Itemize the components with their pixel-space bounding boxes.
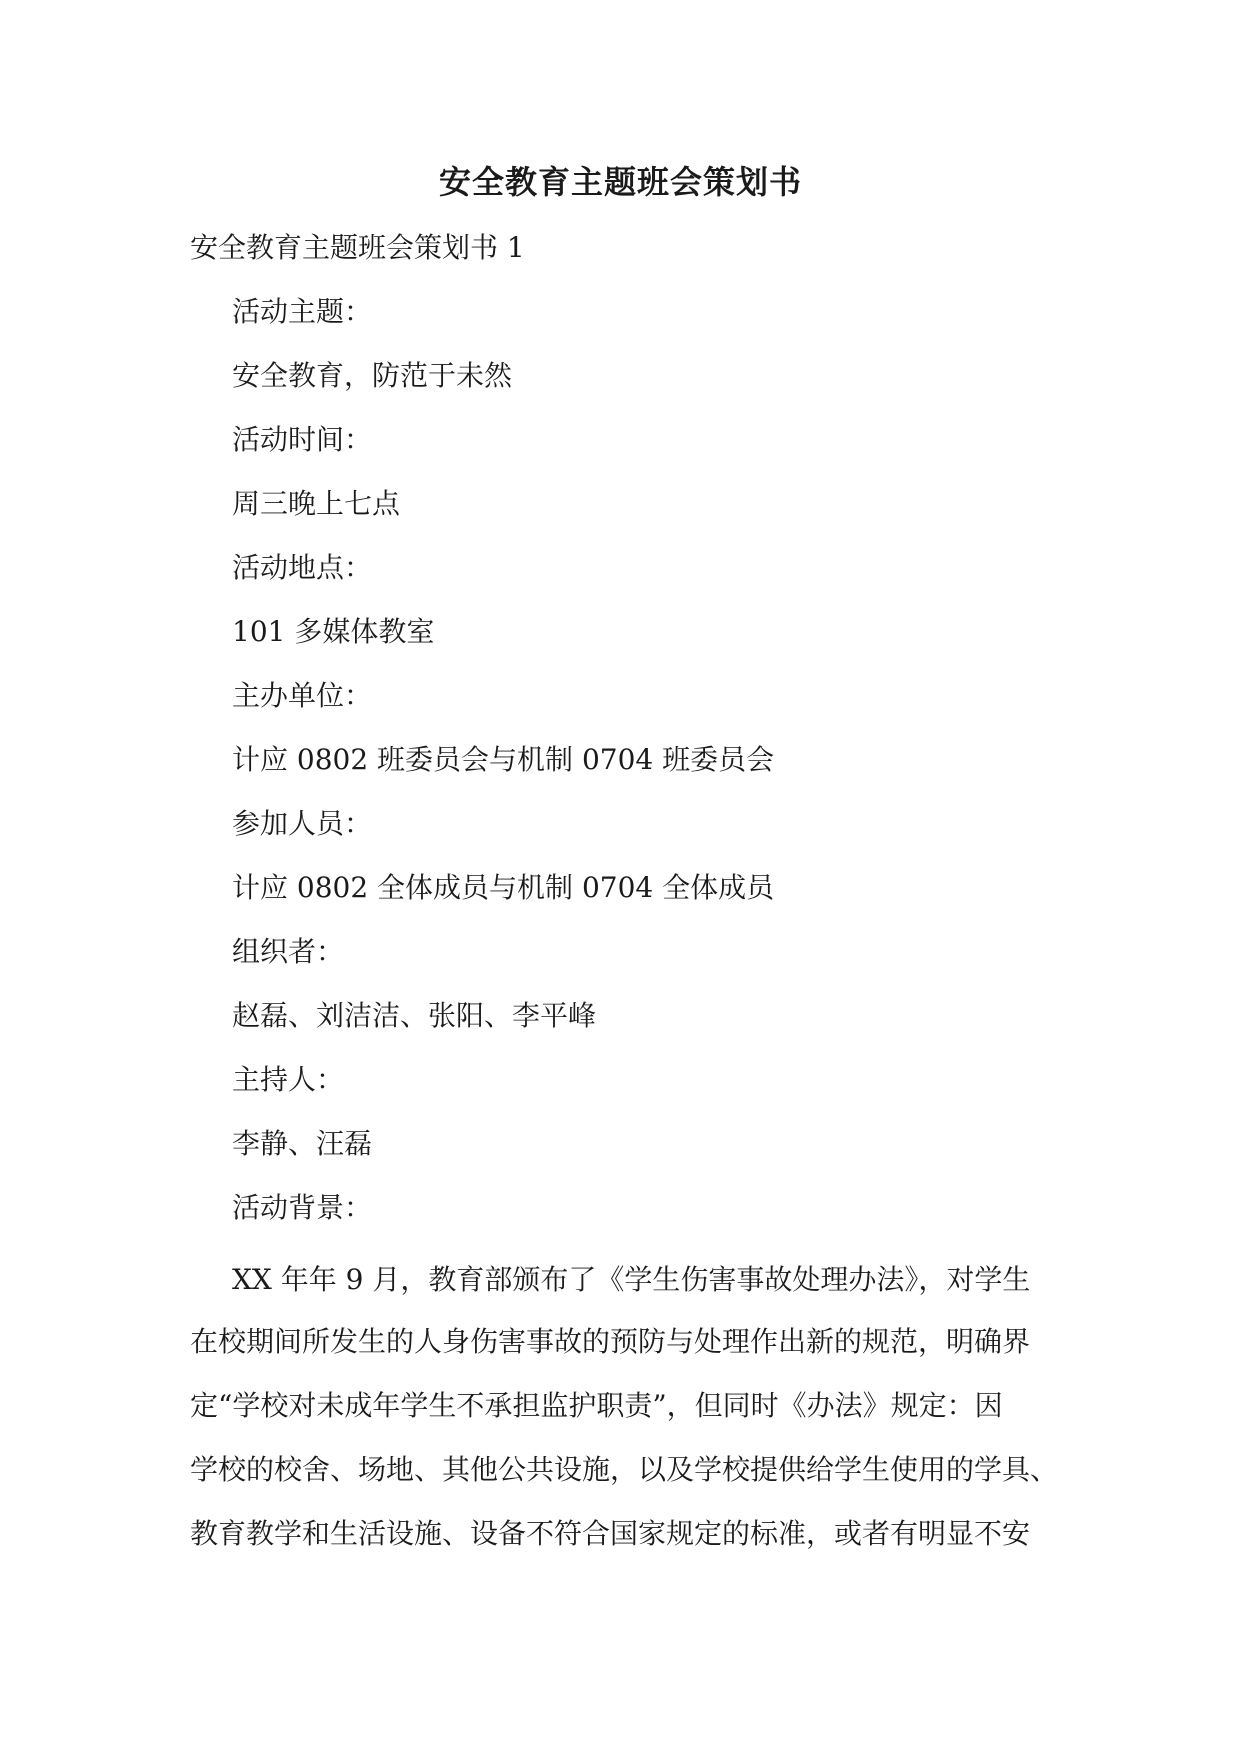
background-paragraph-line: 定“学校对未成年学生不承担监护职责”，但同时《办法》规定：因 — [190, 1389, 1003, 1422]
field-value-organizers: 赵磊、刘洁洁、张阳、李平峰 — [232, 999, 597, 1032]
background-paragraph-line: XX 年年 9 月，教育部颁布了《学生伤害事故处理办法》，对学生 — [232, 1263, 1031, 1296]
field-value-organizer-unit: 计应 0802 班委员会与机制 0704 班委员会 — [232, 743, 775, 776]
background-paragraph-line: 教育教学和生活设施、设备不符合国家规定的标准，或者有明显不安 — [190, 1517, 1031, 1550]
field-label-participants: 参加人员： — [232, 807, 373, 840]
document-title: 安全教育主题班会策划书 — [438, 163, 802, 201]
field-label-organizers: 组织者： — [232, 935, 345, 968]
background-paragraph-line: 学校的校舍、场地、其他公共设施，以及学校提供给学生使用的学具、 — [190, 1453, 1059, 1486]
field-label-time: 活动时间： — [232, 423, 373, 456]
field-value-host: 李静、汪磊 — [232, 1127, 373, 1160]
field-value-theme: 安全教育，防范于未然 — [232, 359, 513, 392]
field-value-time: 周三晚上七点 — [232, 487, 401, 520]
field-label-background: 活动背景： — [232, 1191, 373, 1224]
field-label-host: 主持人： — [232, 1063, 345, 1096]
background-paragraph-line: 在校期间所发生的人身伤害事故的预防与处理作出新的规范，明确界 — [190, 1325, 1031, 1358]
field-label-theme: 活动主题： — [232, 295, 373, 328]
field-value-location: 101 多媒体教室 — [232, 615, 435, 648]
field-label-organizer-unit: 主办单位： — [232, 679, 373, 712]
document-subtitle: 安全教育主题班会策划书 1 — [190, 231, 525, 264]
field-value-participants: 计应 0802 全体成员与机制 0704 全体成员 — [232, 871, 775, 904]
field-label-location: 活动地点： — [232, 551, 373, 584]
